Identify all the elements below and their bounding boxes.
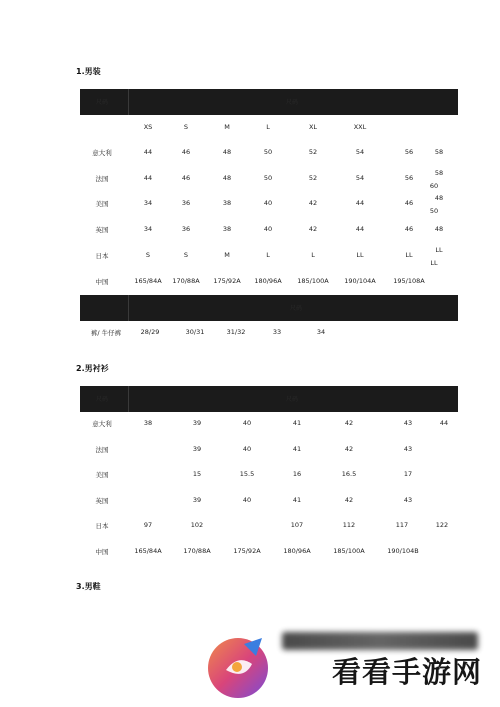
- size-cell: 56: [404, 174, 414, 182]
- size-cell: 165/84A: [134, 277, 162, 285]
- row-label: 美国: [95, 471, 109, 479]
- size-cell: S: [145, 251, 151, 259]
- shirt-size-cell: 44: [439, 419, 449, 427]
- size-cell: 44: [355, 199, 365, 207]
- size-cell: 48: [434, 225, 444, 233]
- size-cell: 34: [143, 199, 153, 207]
- kankan-logo-icon: [204, 634, 272, 702]
- row-label: 英国: [95, 226, 109, 234]
- size-header-cell: XL: [308, 123, 318, 131]
- row-label: 美国: [95, 200, 109, 208]
- pants-size-cell: 28/29: [140, 328, 160, 336]
- shirt-size-cell: 39: [192, 496, 202, 504]
- shirt-size-cell: 175/92A: [233, 547, 261, 555]
- row-label: 英国: [95, 497, 109, 505]
- section-title-men-clothing: 1.男装: [76, 67, 101, 76]
- header-left-label: 尺码: [96, 99, 109, 106]
- shirt-size-cell: 15.5: [239, 470, 255, 478]
- size-cell: 60: [429, 182, 439, 190]
- shirt-size-cell: 42: [344, 445, 354, 453]
- shirt-size-cell: 107: [290, 521, 304, 529]
- row-label: 意大利: [92, 149, 112, 157]
- watermark-blurred-banner: [282, 632, 478, 650]
- shirt-size-cell: 42: [344, 496, 354, 504]
- size-header-cell: XS: [143, 123, 153, 131]
- watermark-text: 看看手游网: [332, 655, 483, 689]
- pants-size-cell: 33: [272, 328, 282, 336]
- size-cell: LL: [405, 251, 413, 259]
- size-cell: L: [311, 251, 315, 259]
- size-cell: 58: [434, 148, 444, 156]
- shirt-size-cell: 190/104B: [387, 547, 419, 555]
- size-cell: 50: [263, 174, 273, 182]
- size-cell: 185/100A: [297, 277, 329, 285]
- shirt-table-header-bar: [80, 386, 458, 412]
- header-right-label: 尺码: [286, 99, 299, 106]
- pants-row-label: 裤/ 牛仔裤: [90, 329, 122, 337]
- size-cell: LL: [430, 259, 438, 267]
- shirt-size-cell: 41: [292, 496, 302, 504]
- table-subheader-bar: [80, 295, 458, 321]
- size-cell: 42: [308, 199, 318, 207]
- size-cell: 58: [434, 169, 444, 177]
- size-cell: 44: [143, 148, 153, 156]
- size-cell: 175/92A: [213, 277, 241, 285]
- pants-size-cell: 30/31: [185, 328, 205, 336]
- row-label: 意大利: [92, 420, 112, 428]
- size-cell: 50: [429, 207, 439, 215]
- shirt-size-cell: 40: [242, 419, 252, 427]
- size-header-cell: S: [183, 123, 189, 131]
- shirt-size-cell: 112: [342, 521, 356, 529]
- shirt-size-cell: 39: [192, 445, 202, 453]
- size-cell: 52: [308, 174, 318, 182]
- size-cell: 40: [263, 225, 273, 233]
- pants-size-cell: 34: [316, 328, 326, 336]
- size-cell: 170/88A: [172, 277, 200, 285]
- shirt-size-cell: 40: [242, 445, 252, 453]
- size-cell: 180/96A: [254, 277, 282, 285]
- section-title-men-shirt: 2.男衬衫: [76, 364, 109, 373]
- size-cell: 56: [404, 148, 414, 156]
- shirt-size-cell: 117: [395, 521, 409, 529]
- size-cell: 48: [434, 194, 444, 202]
- size-cell: 36: [181, 225, 191, 233]
- shirt-header-right-label: 尺码: [286, 396, 299, 403]
- shirt-size-cell: 16: [292, 470, 302, 478]
- shirt-size-cell: 180/96A: [283, 547, 311, 555]
- size-cell: 44: [355, 225, 365, 233]
- row-label: 法国: [95, 446, 109, 454]
- shirt-size-cell: 122: [435, 521, 449, 529]
- table-header-bar: [80, 89, 458, 115]
- size-cell: M: [224, 251, 230, 259]
- shirt-size-cell: 39: [192, 419, 202, 427]
- shirt-size-cell: 185/100A: [333, 547, 365, 555]
- shirt-size-cell: 170/88A: [183, 547, 211, 555]
- size-cell: 54: [355, 174, 365, 182]
- shirt-header-left-label: 尺码: [96, 396, 109, 403]
- section-title-men-shoes: 3.男鞋: [76, 582, 101, 591]
- shirt-size-cell: 17: [403, 470, 413, 478]
- size-cell: LL: [356, 251, 364, 259]
- header-divider: [128, 89, 129, 115]
- shirt-size-cell: 16.5: [341, 470, 357, 478]
- size-cell: 42: [308, 225, 318, 233]
- size-cell: LL: [435, 246, 443, 254]
- shirt-size-cell: 41: [292, 419, 302, 427]
- shirt-size-cell: 165/84A: [134, 547, 162, 555]
- shirt-size-cell: 38: [143, 419, 153, 427]
- size-cell: 52: [308, 148, 318, 156]
- row-label: 中国: [95, 548, 109, 556]
- size-cell: 48: [222, 174, 232, 182]
- subheader-divider: [128, 295, 129, 321]
- row-label: 法国: [95, 175, 109, 183]
- shirt-size-cell: 40: [242, 496, 252, 504]
- shirt-size-cell: 41: [292, 445, 302, 453]
- size-cell: S: [183, 251, 189, 259]
- shirt-size-cell: 97: [143, 521, 153, 529]
- pants-size-cell: 31/32: [226, 328, 246, 336]
- size-cell: 46: [404, 199, 414, 207]
- row-label: 日本: [95, 252, 109, 260]
- size-cell: 48: [222, 148, 232, 156]
- shirt-size-cell: 42: [344, 419, 354, 427]
- size-cell: 50: [263, 148, 273, 156]
- size-cell: 38: [222, 199, 232, 207]
- size-cell: 44: [143, 174, 153, 182]
- shirt-size-cell: 102: [190, 521, 204, 529]
- subheader-label: 尺码: [290, 305, 303, 312]
- size-cell: 40: [263, 199, 273, 207]
- size-header-cell: L: [266, 123, 270, 131]
- size-cell: 34: [143, 225, 153, 233]
- size-cell: 195/108A: [393, 277, 425, 285]
- row-label: 中国: [95, 278, 109, 286]
- shirt-size-cell: 43: [403, 445, 413, 453]
- size-cell: 46: [181, 174, 191, 182]
- size-cell: L: [266, 251, 270, 259]
- size-cell: 36: [181, 199, 191, 207]
- shirt-size-cell: 43: [403, 419, 413, 427]
- size-cell: 46: [404, 225, 414, 233]
- size-header-cell: XXL: [353, 123, 367, 131]
- size-cell: 190/104A: [344, 277, 376, 285]
- size-cell: 54: [355, 148, 365, 156]
- size-cell: 38: [222, 225, 232, 233]
- shirt-header-divider: [128, 386, 129, 412]
- size-header-cell: M: [224, 123, 230, 131]
- shirt-size-cell: 15: [192, 470, 202, 478]
- shirt-size-cell: 43: [403, 496, 413, 504]
- size-cell: 46: [181, 148, 191, 156]
- row-label: 日本: [95, 522, 109, 530]
